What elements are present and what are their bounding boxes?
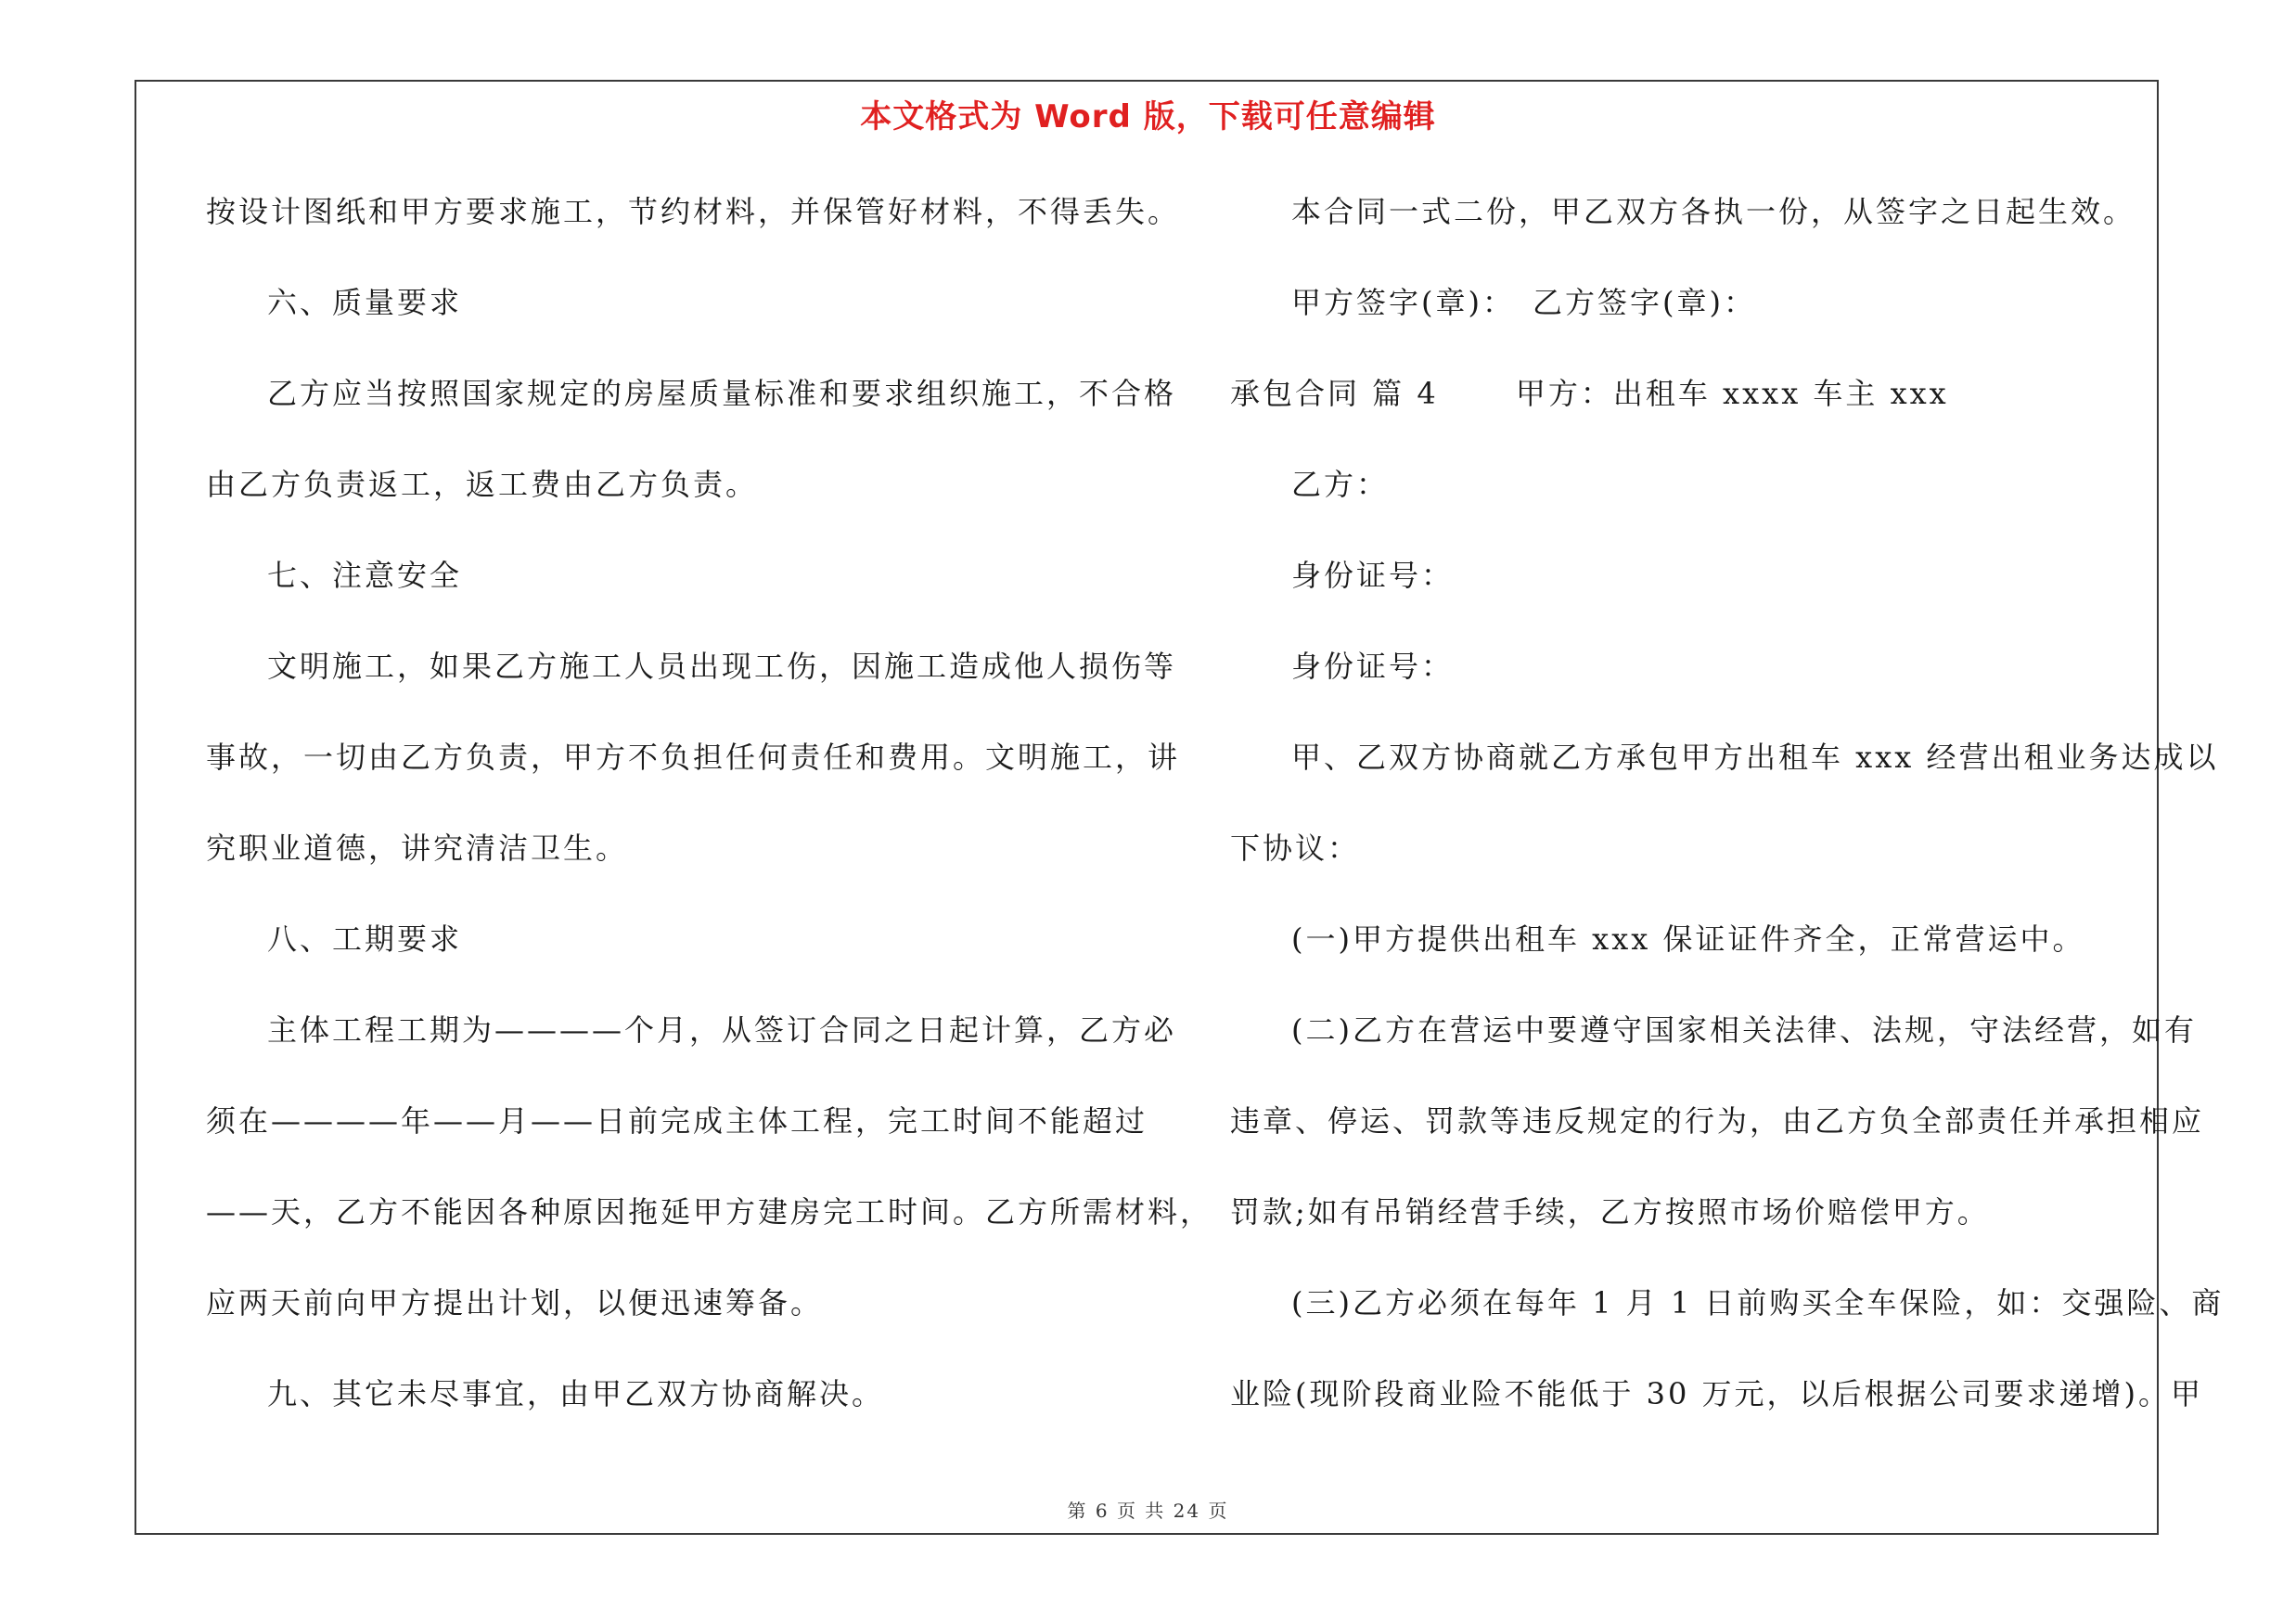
clause-line: (二)乙方在营运中要遵守国家相关法律、法规，守法经营，如有	[1291, 1012, 2197, 1048]
paragraph-line: 甲、乙双方协商就乙方承包甲方出租车 xxx 经营出租业务达成以	[1291, 740, 2219, 775]
paragraph-line: 下协议：	[1230, 831, 1361, 866]
id-number-line: 身份证号：	[1291, 558, 1455, 593]
section-heading-schedule: 八、工期要求	[267, 921, 463, 957]
contract-heading: 承包合同 篇 4 甲方：出租车 xxxx 车主 xxx	[1230, 376, 1949, 411]
paragraph-line: 主体工程工期为————个月，从签订合同之日起计算，乙方必	[267, 1012, 1177, 1048]
paragraph-line: 违章、停运、罚款等违反规定的行为，由乙方负全部责任并承担相应	[1230, 1103, 2205, 1139]
paragraph-line: ——天，乙方不能因各种原因拖延甲方建房完工时间。乙方所需材料，	[206, 1194, 1213, 1230]
id-number-line: 身份证号：	[1291, 649, 1455, 684]
clause-line: (一)甲方提供出租车 xxx 保证证件齐全，正常营运中。	[1291, 921, 2085, 957]
clause-line: (三)乙方必须在每年 1 月 1 日前购买全车保险，如：交强险、商	[1291, 1285, 2225, 1320]
paragraph-line: 业险(现阶段商业险不能低于 30 万元，以后根据公司要求递增)。甲	[1230, 1376, 2204, 1411]
section-heading-safety: 七、注意安全	[267, 558, 463, 593]
paragraph-line: 事故，一切由乙方负责，甲方不负担任何责任和费用。文明施工，讲	[206, 740, 1181, 775]
paragraph-line: 乙方应当按照国家规定的房屋质量标准和要求组织施工，不合格	[267, 376, 1177, 411]
paragraph-line: 文明施工，如果乙方施工人员出现工伤，因施工造成他人损伤等	[267, 649, 1177, 684]
party-b-line: 乙方：	[1291, 467, 1390, 502]
signature-line: 甲方签字(章)： 乙方签字(章)：	[1291, 285, 1756, 320]
editable-notice-banner: 本文格式为 Word 版，下载可任意编辑	[860, 98, 1436, 135]
paragraph-line: 须在————年——月——日前完成主体工程，完工时间不能超过	[206, 1103, 1148, 1139]
page-number-footer: 第 6 页 共 24 页	[1067, 1500, 1229, 1522]
paragraph-line: 按设计图纸和甲方要求施工，节约材料，并保管好材料，不得丢失。	[206, 194, 1181, 229]
paragraph-line: 究职业道德，讲究清洁卫生。	[206, 831, 629, 866]
paragraph-line: 罚款;如有吊销经营手续，乙方按照市场价赔偿甲方。	[1230, 1194, 1990, 1230]
paragraph-line: 由乙方负责返工，返工费由乙方负责。	[206, 467, 759, 502]
paragraph-line: 应两天前向甲方提出计划，以便迅速筹备。	[206, 1285, 824, 1320]
section-heading-quality: 六、质量要求	[267, 285, 463, 320]
section-heading-other: 九、其它未尽事宜，由甲乙双方协商解决。	[267, 1376, 885, 1411]
paragraph-line: 本合同一式二份，甲乙双方各执一份，从签字之日起生效。	[1291, 194, 2136, 229]
